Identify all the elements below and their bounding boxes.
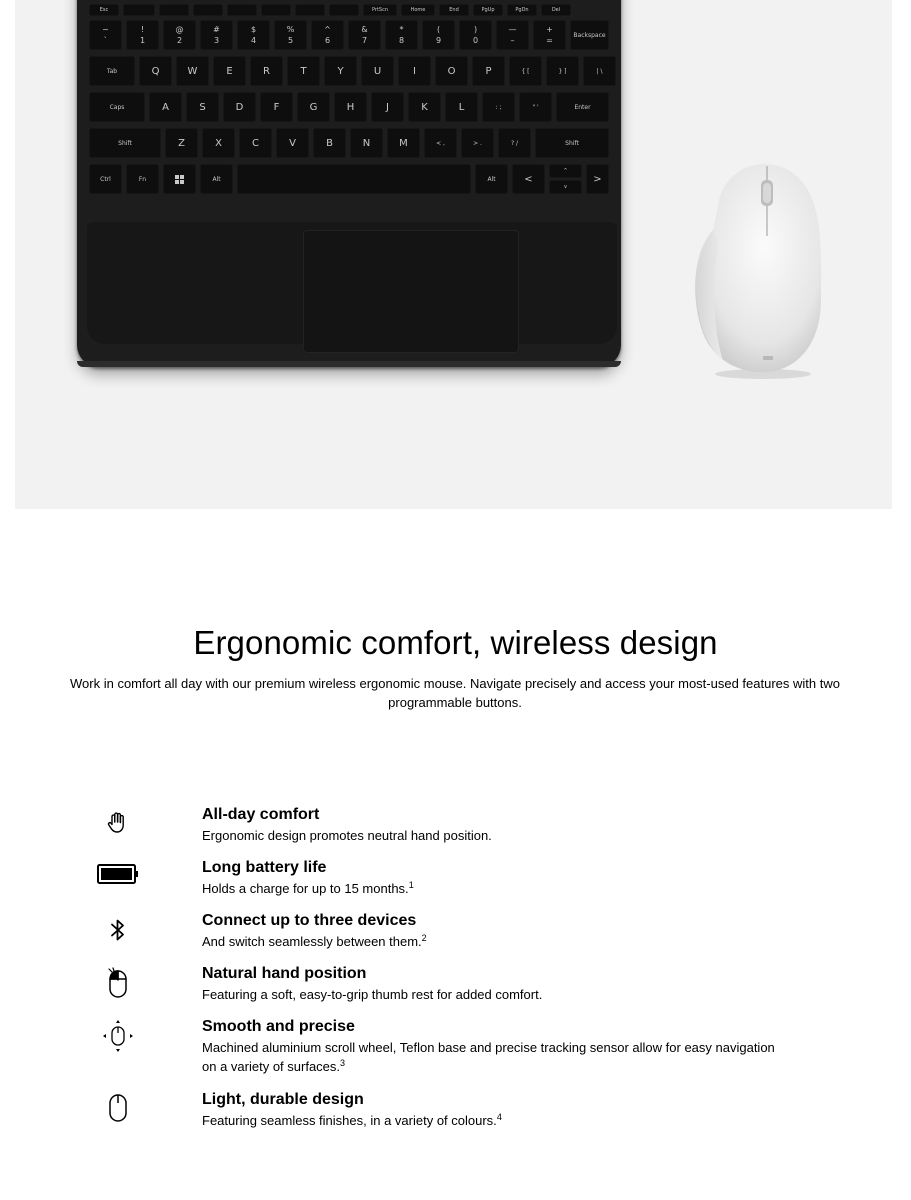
mouse-icon bbox=[96, 1093, 140, 1123]
bluetooth-icon bbox=[96, 915, 140, 945]
feature-description: Featuring seamless finishes, in a variety of colours.$^4$ bbox=[202, 1112, 502, 1128]
arrow-up-key: ^ bbox=[549, 164, 582, 178]
key-shift-label: # bbox=[213, 25, 220, 34]
mouse-click-icon bbox=[96, 968, 140, 998]
number-key bbox=[163, 20, 196, 50]
number-key bbox=[385, 20, 418, 50]
key-label: 7 bbox=[361, 36, 368, 45]
fn-key bbox=[193, 4, 223, 16]
key-shift-label: ) bbox=[473, 25, 478, 34]
letter-key: S bbox=[186, 92, 219, 122]
fn-key bbox=[227, 4, 257, 16]
fn-key bbox=[329, 4, 359, 16]
number-key bbox=[348, 20, 381, 50]
key-shift-label: % bbox=[286, 25, 295, 34]
semicolon-key: : ; bbox=[482, 92, 515, 122]
letter-key: V bbox=[276, 128, 309, 158]
fn-key: End bbox=[439, 4, 469, 16]
fn-key: Del bbox=[541, 4, 571, 16]
feature-title: Smooth and precise bbox=[202, 1018, 355, 1035]
ctrl-key: Ctrl bbox=[89, 164, 122, 194]
letter-key: G bbox=[297, 92, 330, 122]
key-shift-label: ~ bbox=[102, 25, 109, 34]
letter-key: B bbox=[313, 128, 346, 158]
letter-key: Z bbox=[165, 128, 198, 158]
section-subtext: Work in comfort all day with our premium wireless ergonomic mouse. Navigate precisely and access your most-used features with two programmable buttons. bbox=[70, 676, 840, 710]
footnote-ref[interactable]: 4 bbox=[496, 1112, 502, 1122]
bracket-key: | \ bbox=[583, 56, 616, 86]
shift-key: Shift bbox=[535, 128, 609, 158]
letter-key: R bbox=[250, 56, 283, 86]
key-shift-label: $ bbox=[250, 25, 257, 34]
key-shift-label: + bbox=[546, 25, 553, 34]
key-label: 8 bbox=[398, 36, 405, 45]
punctuation-key: > . bbox=[461, 128, 494, 158]
punctuation-key: < , bbox=[424, 128, 457, 158]
key-shift-label: — bbox=[508, 25, 517, 34]
battery-icon bbox=[96, 859, 140, 889]
fn-modifier-key: Fn bbox=[126, 164, 159, 194]
letter-key: F bbox=[260, 92, 293, 122]
footnote-ref[interactable]: 2 bbox=[421, 933, 427, 943]
number-key bbox=[274, 20, 307, 50]
feature-title: All-day comfort bbox=[202, 806, 320, 823]
key-label: ` bbox=[103, 36, 108, 45]
alt-key: Alt bbox=[200, 164, 233, 194]
letter-key: C bbox=[239, 128, 272, 158]
fn-key: Esc bbox=[89, 4, 119, 16]
feature-title: Natural hand position bbox=[202, 965, 367, 982]
quote-key: " ' bbox=[519, 92, 552, 122]
enter-key: Enter bbox=[556, 92, 609, 122]
fn-key bbox=[261, 4, 291, 16]
key-label: 3 bbox=[213, 36, 220, 45]
hand-icon bbox=[96, 808, 140, 838]
feature-description: And switch seamlessly between them.$^2$ bbox=[202, 933, 427, 949]
number-key bbox=[200, 20, 233, 50]
key-label: 0 bbox=[472, 36, 479, 45]
fn-key: PrtScn bbox=[363, 4, 397, 16]
feature-title: Connect up to three devices bbox=[202, 912, 417, 929]
key-label: – bbox=[510, 36, 515, 45]
number-key bbox=[496, 20, 529, 50]
letter-key: H bbox=[334, 92, 367, 122]
arrow-right-key: > bbox=[586, 164, 609, 194]
letter-key: E bbox=[213, 56, 246, 86]
trackpad bbox=[303, 230, 519, 353]
backspace-key: Backspace bbox=[570, 20, 609, 50]
letter-key: X bbox=[202, 128, 235, 158]
key-label: 2 bbox=[176, 36, 183, 45]
arrow-down-key: v bbox=[549, 180, 582, 194]
letter-key: U bbox=[361, 56, 394, 86]
number-key bbox=[237, 20, 270, 50]
letter-key: N bbox=[350, 128, 383, 158]
key-shift-label: ! bbox=[140, 25, 145, 34]
key-shift-label: ( bbox=[436, 25, 441, 34]
mouse-scroll-icon bbox=[96, 1021, 140, 1051]
letter-key: A bbox=[149, 92, 182, 122]
number-key bbox=[422, 20, 455, 50]
fn-key bbox=[159, 4, 189, 16]
key-label: 5 bbox=[287, 36, 294, 45]
number-key bbox=[89, 20, 122, 50]
feature-description: Featuring a soft, easy-to-grip thumb rest for added comfort. bbox=[202, 987, 543, 1002]
alt-key: Alt bbox=[475, 164, 508, 194]
letter-key: T bbox=[287, 56, 320, 86]
number-key bbox=[126, 20, 159, 50]
keyboard-cover bbox=[77, 0, 621, 367]
feature-title: Light, durable design bbox=[202, 1091, 364, 1108]
number-key bbox=[459, 20, 492, 50]
bracket-key: { [ bbox=[509, 56, 542, 86]
letter-key: Q bbox=[139, 56, 172, 86]
arrow-left-key: < bbox=[512, 164, 545, 194]
key-label: 6 bbox=[324, 36, 331, 45]
letter-key: L bbox=[445, 92, 478, 122]
windows-key bbox=[163, 164, 196, 194]
caps-key: Caps bbox=[89, 92, 145, 122]
section-headline: Ergonomic comfort, wireless design bbox=[193, 624, 718, 661]
footnote-ref[interactable]: 1 bbox=[408, 880, 414, 890]
tab-key: Tab bbox=[89, 56, 135, 86]
windows-icon bbox=[175, 175, 184, 184]
letter-key: Y bbox=[324, 56, 357, 86]
spacebar bbox=[237, 164, 471, 194]
key-label: 9 bbox=[435, 36, 442, 45]
key-shift-label: & bbox=[361, 25, 368, 34]
letter-key: D bbox=[223, 92, 256, 122]
feature-title: Long battery life bbox=[202, 859, 327, 876]
letter-key: M bbox=[387, 128, 420, 158]
feature-description: Ergonomic design promotes neutral hand position. bbox=[202, 828, 492, 843]
fn-key: PgDn bbox=[507, 4, 537, 16]
number-key bbox=[533, 20, 566, 50]
fn-key bbox=[295, 4, 325, 16]
feature-description: Holds a charge for up to 15 months.$^1$ bbox=[202, 880, 414, 896]
letter-key: O bbox=[435, 56, 468, 86]
key-shift-label: ^ bbox=[324, 25, 331, 34]
fn-key bbox=[123, 4, 155, 16]
key-label: 1 bbox=[139, 36, 146, 45]
key-label: = bbox=[546, 36, 553, 45]
key-shift-label: @ bbox=[175, 25, 184, 34]
key-shift-label: * bbox=[399, 25, 404, 34]
letter-key: I bbox=[398, 56, 431, 86]
ergonomic-mouse-image bbox=[683, 160, 828, 380]
fn-key: Home bbox=[401, 4, 435, 16]
bracket-key: } ] bbox=[546, 56, 579, 86]
number-key bbox=[311, 20, 344, 50]
punctuation-key: ? / bbox=[498, 128, 531, 158]
footnote-ref[interactable]: 3 bbox=[340, 1058, 346, 1068]
feature-description: Machined aluminium scroll wheel, Teflon base and precise tracking sensor allow for easy navigation on a variety of surfaces.$^3$ bbox=[202, 1040, 775, 1074]
letter-key: J bbox=[371, 92, 404, 122]
letter-key: K bbox=[408, 92, 441, 122]
shift-key: Shift bbox=[89, 128, 161, 158]
fn-key: PgUp bbox=[473, 4, 503, 16]
key-label: 4 bbox=[250, 36, 257, 45]
letter-key: W bbox=[176, 56, 209, 86]
hero-image bbox=[15, 0, 892, 509]
letter-key: P bbox=[472, 56, 505, 86]
